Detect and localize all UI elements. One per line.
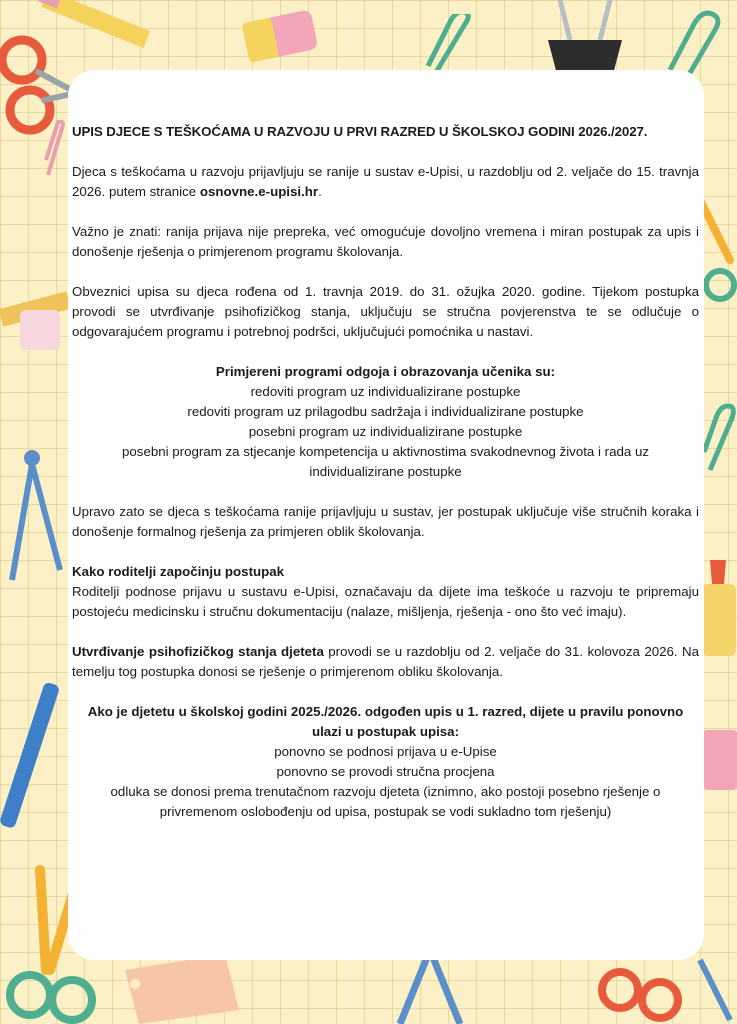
deferred-heading: Ako je djetetu u školskoj godini 2025./2026. odgođen upis u 1. razred, dijete u pravilu ponovno ulazi u postupak upisa: [87,704,684,739]
programs-heading: Primjereni programi odgoja i obrazovanja učenika su: [215,364,556,379]
paperclip-icon [40,120,70,180]
intro-end: . [318,184,322,199]
program-item: redoviti program uz prilagodbu sadržaja i individualizirane postupke [187,404,584,419]
eraser-icon [235,6,325,66]
binder-clip-icon [540,0,630,80]
why-paragraph: Upravo zato se djeca s teškoćama ranije prijavljuju u sustav, jer postupak uključuje više stručnih koraka i donošenje formalnog rješenja za primjeren oblik školovanja. [72,504,699,539]
start-paragraph: Roditelji podnose prijavu u sustavu e-Upisi, označavaju da dijete ima teškoće u razvoju te pripremaju postojeću medicinsku i stručnu dokumentaciju (nalaze, mišljenja, rješenja - ono što već imaju). [72,584,699,619]
scissors-icon [590,950,737,1024]
program-item: redoviti program uz individualizirane postupke [250,384,521,399]
eraser-icon [700,730,737,790]
deferred-item: odluka se donosi prema trenutačnom razvoju djeteta (iznimno, ako postoji posebno rješenje o privremenom oslobođenju od upisa, postupak se vodi sukladno tom rješenju) [110,784,661,819]
start-heading: Kako roditelji započinju postupak [72,564,285,579]
ruler-icon [0,270,70,360]
intro-paragraph [72,162,699,202]
compass-icon [390,950,470,1024]
deferred-item: ponovno se podnosi prijava u e-Upise [274,744,497,759]
intro-text: Djeca s teškoćama u razvoju prijavljuju se ranije u sustav e-Upisi, u razdoblju od 2. veljače do 15. travnja 2026. putem stranice [72,164,699,199]
important-paragraph: Važno je znati: ranija prijava nije prepreka, već omogućuje dovoljno vremena i miran postupak za upis i donošenje rješenja o primjerenom programu školovanja. [72,224,699,259]
paperclip-icon [700,400,737,480]
assessment-bold: Utvrđivanje psihofizičkog stanja djeteta [72,644,324,659]
pencil-icon [30,0,160,60]
obligees-paragraph: Obveznici upisa su djeca rođena od 1. travnja 2019. do 31. ožujka 2020. godine. Tijekom postupka provodi se utvrđivanje psihofizičkog stanja, uključuju se stručna povjerenstva te se odlučuje o odgovarajućem programu i potrebnoj podršci, uključujući pomoćnika u nastavi. [72,284,699,339]
deferred-item: ponovno se provodi stručna procjena [276,764,495,779]
assessment-paragraph [72,642,699,682]
program-item: posebni program uz individualizirane postupke [248,424,523,439]
content-card [68,70,704,960]
program-item: posebni program za stjecanje kompetencija u aktivnostima svakodnevnog života i rada uz individualizirane postupke [122,444,649,479]
pen-icon [0,680,60,840]
assessment-text: provodi se u razdoblju od 2. veljače do 31. kolovoza 2026. Na temelju tog postupka donosi se rješenje o primjerenom obliku školovanja. [72,644,700,679]
website-link[interactable]: osnovne.e-upisi.hr [199,184,319,199]
page-title: UPIS DJECE S TEŠKOĆAMA U RAZVOJU U PRVI RAZRED U ŠKOLSKOJ GODINI 2026./2027. [72,124,648,139]
compass-icon [0,440,70,590]
